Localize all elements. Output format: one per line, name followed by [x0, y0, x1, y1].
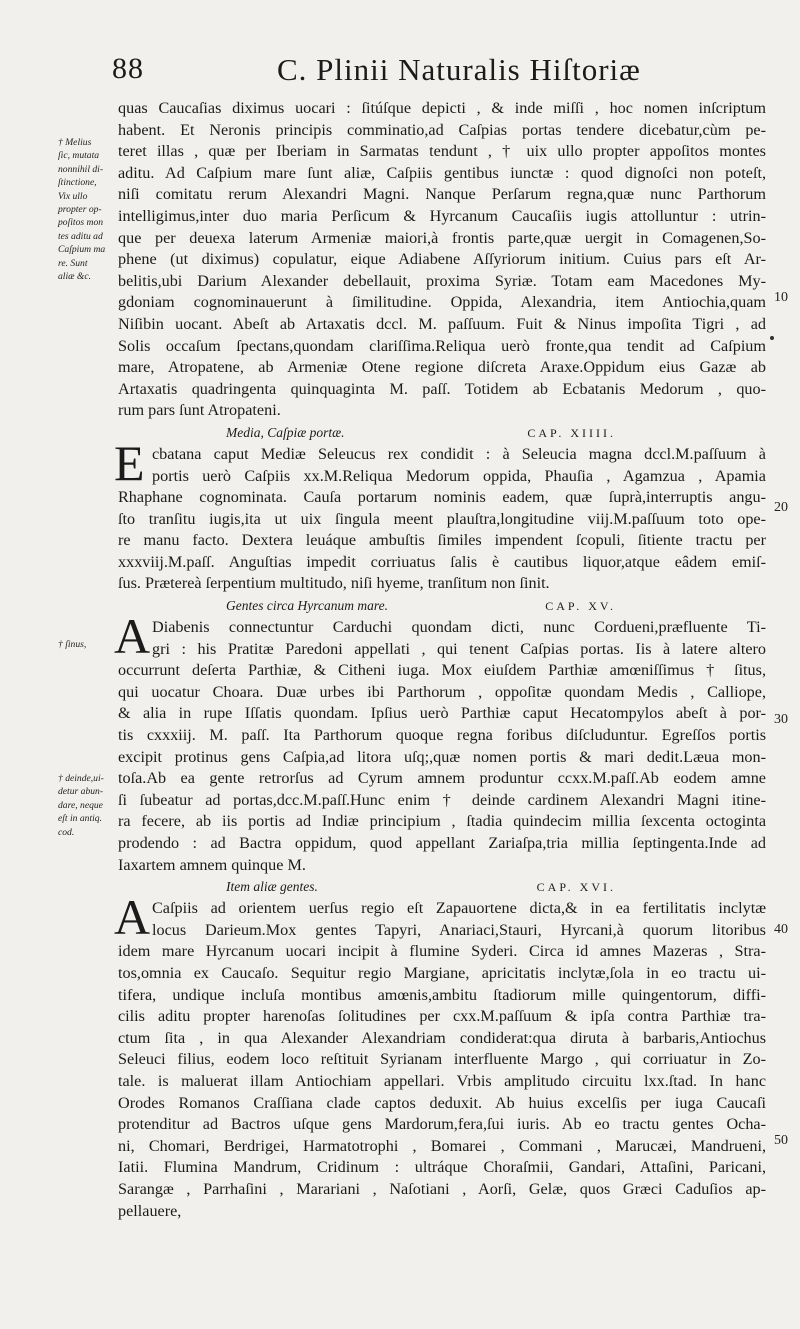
chapter-title: Gentes circa Hyrcanum mare.: [226, 598, 388, 614]
marginal-note-line: nonnihil di-: [58, 163, 104, 175]
text-line: xxxviij.M.paſſ. Anguſtias impedit corriuatus ſalis è cautibus liquor,atque eâdem emiſ-: [118, 552, 766, 571]
text-line: que per deuexa laterum Armeniæ maiori,à frontis parte,quæ uergit in Comagenen,So-: [118, 228, 766, 247]
chapter-title: Media, Caſpiæ portæ.: [226, 424, 345, 440]
text-line: ra fecere, ab iis portis ad Indiæ principium , ſtadia quindecim millia ſexcenta octoginta: [118, 812, 766, 831]
chapter-number: CAP. XVI.: [536, 880, 616, 895]
text-line: aditu. Ad Caſpium mare ſunt aliæ, Caſpiis gentibus iunctæ : quod dignoſci non poteſt,: [118, 163, 766, 182]
text-line: niſi comitatu rerum Alexandri Magni. Nanque Perſarum regna,quæ nunc Parthorum: [118, 185, 766, 204]
text-line: cbatana caput Mediæ Seleucus rex condidit : à Seleucia magna dccl.M.paſſuum à: [152, 444, 766, 463]
text-line: pellauere,: [118, 1201, 182, 1220]
text-line: excipit protinus gens Caſpia,ad litora uſq;,quæ nomen portis & mari dedit.Læua mon-: [118, 747, 766, 766]
text-line: toſa.Ab ea gente retrorſus ad Cyrum amnem produntur ccxx.M.paſſ.Ab eodem amne: [118, 769, 766, 788]
text-line: Seleuci filius, eodem loco reſtituit Syrianam interfluente Margo , qui corriuatur in Zo-: [118, 1050, 766, 1069]
text-line: ctum ſita , in qua Alexander Alexandriam condiderat:qua diruta à barbaris,Antiochus: [118, 1028, 766, 1047]
marginal-note: [58, 638, 118, 651]
text-line: occurrunt deſerta Parthiæ, & Citheni iuga. Mox eiuſdem Parthiæ amœniſſimus † ſitus,: [118, 661, 766, 680]
line-number: 40: [774, 922, 788, 937]
text-line: tifera, undique incluſa montibus amœnis,ambitu ſtadiorum mille quingentorum, diffi-: [118, 985, 766, 1004]
marginal-note-line: re. Sunt: [58, 257, 88, 269]
paragraph-with-initial: [114, 434, 766, 595]
text-line: Sarangæ , Parrhaſini , Marariani , Naſotiani , Aorſi, Gelæ, quos Græci Caduſios ap-: [118, 1179, 766, 1198]
chapter-title: Item aliæ gentes.: [226, 879, 318, 895]
marginal-note-line: † deinde,ui-: [58, 773, 104, 784]
page-header: [112, 52, 772, 96]
marginal-note-line: cod.: [58, 826, 75, 838]
page-number: 88: [112, 52, 144, 85]
text-line: protenditur ad Bactros uſque gens Mardorum,fera,ſui iuris. Ab eo tractu gentes Ocha-: [118, 1115, 766, 1134]
drop-cap: A: [114, 608, 151, 665]
text-line: prodendo : ad Bactra oppidum, quod appellant Zariaſpa,tria millia ſeptingenta.Inde ad: [118, 834, 766, 852]
text-line: tale. is maluerat illam Antiochiam appellari. Vrbis amplitudo circuitu lxx.ſtad. In hanc: [118, 1071, 766, 1090]
text-line: Rhaphane cognominata. Cauſa portarum nominis eadem, quæ ſuprà,interruptis angu-: [118, 488, 766, 507]
paragraph-with-initial: [114, 889, 766, 1222]
ink-dot: [770, 336, 774, 340]
drop-cap: A: [114, 889, 151, 946]
chapter-number: CAP. XIIII.: [527, 425, 616, 440]
marginal-note-line: Caſpium ma: [58, 244, 106, 256]
chapter-heading: [118, 422, 766, 444]
chapter-heading: [118, 595, 766, 617]
text-line: gdoniam cognominauerunt à ſimilitudine. Oppida, Alexandria, item Antiochia,quam: [118, 293, 766, 312]
paragraph: [118, 98, 766, 422]
text-line: Orodes Romanos Craſſiana clade captos deduxit. Ab huius excelſis per iuga Caucaſi: [118, 1093, 766, 1112]
text-line: intelligimus,inter duo maria Perſicum & Hyrcanum Caucaſiis iugis attolluntur : utrin-: [118, 206, 766, 225]
text-line: tis cxxxiij. M. paſſ. Ita Parthorum quoque regna foribus diſcluduntur. Egreſſos portis: [118, 726, 766, 745]
running-title: C. Plinii Naturalis Hiſtoriæ: [277, 52, 641, 87]
text-line: Iaxartem amnem quinque M.: [118, 855, 306, 874]
line-number: 50: [774, 1133, 788, 1148]
text-line: locus Darieum.Mox gentes Tapyri, Anariaci,Stauri, Hyrcani,à quorum litoribus: [152, 920, 766, 939]
marginal-note-line: dare, neque: [58, 799, 103, 811]
text-line: Solis occaſum ſpectans,quondam clariſſima.Reliqua uerò fronte,qua tendit ad Caſpium: [118, 336, 766, 355]
line-number: 10: [774, 290, 788, 305]
text-line: tos,omnia ex Caucaſo. Sequitur regio Margiane, apricitatis inclytæ,ſola in eo tractu ui-: [118, 963, 766, 982]
text-line: teret illas , quæ per Iberiam in Sarmatas tendunt , † uix ullo propter appoſitos montes: [118, 142, 766, 161]
line-number: 30: [774, 712, 788, 727]
text-line: qui uocatur Choara. Duæ urbes ibi Parthorum , oppoſitæ quondam Medis , Calliope,: [118, 682, 766, 701]
text-line: & alia in rupe Iſſatis quondam. Ipſius uerò Parthiæ caput Hecatompylos abeſt à por-: [118, 704, 766, 723]
drop-cap: E: [114, 434, 145, 491]
text-line: idem mare Hyrcanum uocari incipit à flumine Syderi. Circa id amnes Mazeras , Stra-: [118, 942, 766, 961]
line-number: 20: [774, 500, 788, 515]
marginal-note-line: detur abun-: [58, 786, 104, 798]
text-line: cilis aditu propter harenoſas ſolitudines per cxx.M.paſſuum & ipſa contra Parthiæ tra-: [118, 1007, 766, 1026]
marginal-note-line: Vix ullo: [58, 190, 88, 202]
text-line: gri : his Pratitæ Paredoni appellati , qui tenent Caſpias portas. Iis à latere altero: [152, 639, 766, 658]
body-text: [114, 98, 766, 1222]
marginal-note-line: poſitos mon: [58, 217, 104, 229]
text-line: Diabenis connectuntur Carduchi quondam dicti, nunc Cordueni,præfluente Ti-: [152, 618, 766, 637]
text-line: mare, Atropatene, ab Armeniæ Otene regione diſcreta Araxe.Oppidum eius Gazæ ab: [118, 358, 766, 377]
marginal-note-line: ſic, mutata: [58, 150, 100, 162]
marginal-note: [58, 772, 118, 839]
text-line: ſus. Prætereà ſerpentium multitudo, niſi hyeme, tranſitum non ſinit.: [118, 574, 550, 593]
marginal-note-line: ſtinctione,: [58, 177, 97, 189]
marginal-note-line: † ſinus,: [58, 639, 87, 650]
text-line: phene (ut diximus) copulatur, eique Adiabene Aſſyriorum initium. Cuius pars eſt Ar-: [118, 250, 766, 269]
marginal-note-line: eſt in antiq.: [58, 813, 102, 825]
text-line: rum pars ſunt Atropateni.: [118, 401, 281, 420]
marginal-note-line: aliæ &c.: [58, 271, 92, 283]
marginal-note-line: propter op-: [58, 204, 102, 216]
text-line: belitis,ubi Darium Alexander debellauit, proxima Syriæ. Totam eam Macedones My-: [118, 271, 766, 290]
text-line: portis uerò Caſpiis xx.M.Reliqua Medorum oppida, Phauſia , Agamzua , Apamia: [152, 466, 766, 485]
text-line: ſi ſubeatur ad portas,dcc.M.paſſ.Hunc enim † deinde cardinem Alexandri Magni itine-: [118, 790, 766, 809]
text-line: Niſibin uocant. Abeſt ab Artaxatis dccl. M. paſſuum. Fuit & Ninus impoſita Tigri , ad: [118, 314, 766, 333]
text-line: Iatii. Flumina Mandrum, Cridinum : ultráque Choraſmii, Gandari, Attaſini, Paricani,: [118, 1158, 766, 1177]
text-line: Caſpiis ad orientem uerſus regio eſt Zapauortene dicta,& in ea fertilitatis inclytæ: [152, 899, 766, 918]
text-line: ſto tranſitu iugis,ita ut uix ſingula meent plauſtra,longitudine viij.M.paſſuum toto ope-: [118, 509, 766, 528]
text-line: quas Caucaſias diximus uocari : ſitúſque depicti , & inde miſſi , hoc nomen inſcriptum: [118, 99, 766, 117]
text-line: habent. Et Neronis principis comminatio,ad Caſpias portas tendere dicebatur,cùm pe-: [118, 120, 766, 139]
marginal-note: [58, 136, 118, 283]
chapter-heading: [118, 876, 766, 898]
paragraph-with-initial: [114, 608, 766, 876]
text-line: ni, Chomari, Berdrigei, Harmatotrophi , Bomarei , Commani , Marucæi, Mandrueni,: [118, 1136, 766, 1155]
marginal-note-line: † Melius: [58, 137, 92, 148]
text-line: Artaxatis quadringenta quinquaginta M. paſſ. Totidem ab Ecbatanis Medorum , quo-: [118, 379, 766, 398]
chapter-number: CAP. XV.: [545, 599, 616, 614]
marginal-note-line: tes aditu ad: [58, 230, 103, 242]
text-line: re manu facto. Dextera leuáque ambuſtis ſimiles impendent ſcopuli, ſitiente tractu per: [118, 531, 766, 550]
